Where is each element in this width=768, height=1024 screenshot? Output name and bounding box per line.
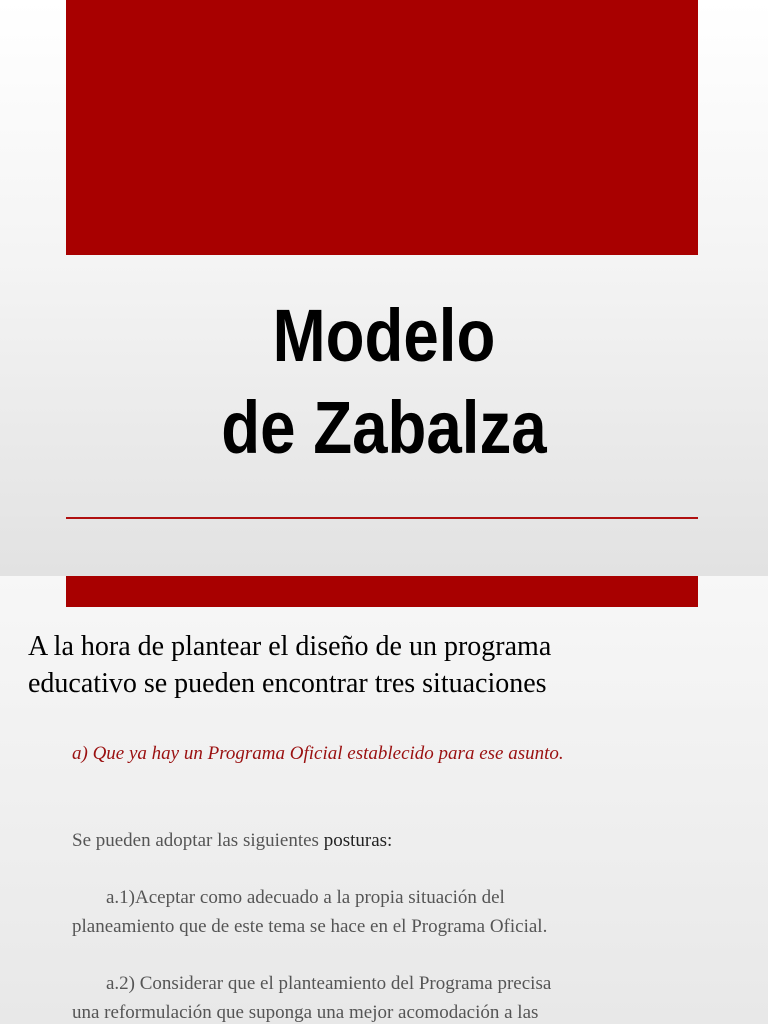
item-a2 [72, 969, 702, 1024]
item-a1-rest: planeamiento que de este tema se hace en el Programa Oficial. [72, 916, 548, 937]
slide-content [0, 576, 768, 1024]
title-line-1: Modelo [272, 294, 496, 377]
posturas-line [72, 826, 702, 855]
case-a-text: a) Que ya hay un Programa Oficial establecido para ese asunto. [72, 743, 564, 764]
posturas-prefix: Se pueden adoptar las siguientes [72, 830, 324, 851]
heading-line-1: A la hora de plantear el diseño de un programa [28, 631, 552, 662]
posturas-word: posturas: [323, 830, 393, 851]
item-a2-first-line: a.2) Considerar que el planteamiento del Programa precisa [106, 973, 552, 994]
item-a2-rest: una reformulación que suponga una mejor acomodación a las [72, 1002, 539, 1023]
content-red-banner [66, 576, 698, 607]
title-line-2: de Zabalza [221, 386, 547, 469]
slide-title-text [54, 290, 714, 474]
item-a1 [72, 883, 702, 941]
heading-line-2: educativo se pueden encontrar tres situaciones [28, 668, 547, 699]
title-divider-line [66, 517, 698, 519]
title-red-banner [66, 0, 698, 255]
slide-heading [28, 628, 748, 702]
item-a1-first-line: a.1)Aceptar como adecuado a la propia situación del [106, 887, 505, 908]
